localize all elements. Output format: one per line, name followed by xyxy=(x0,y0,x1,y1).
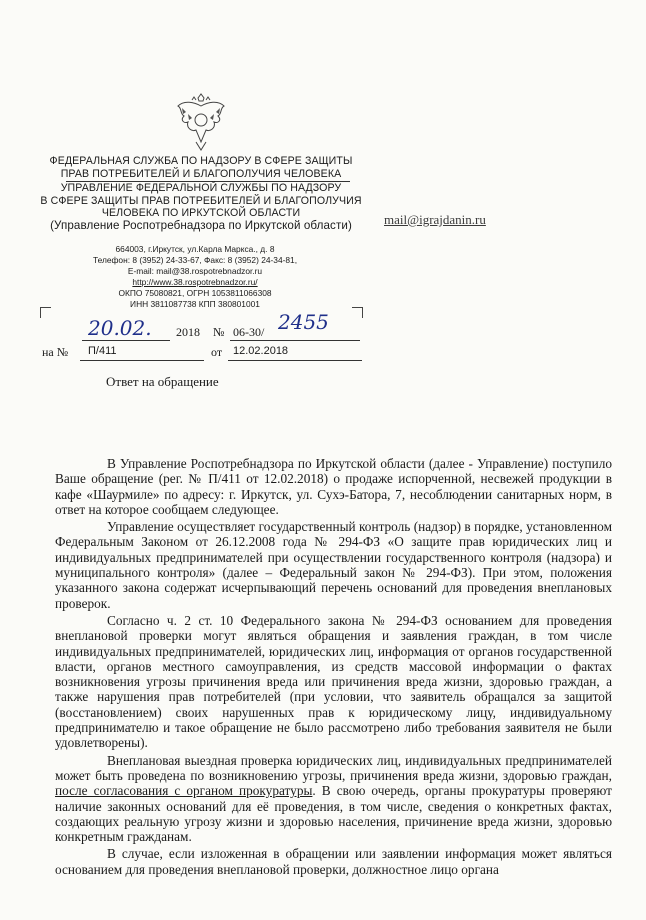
recipient-email: mail@igrajdanin.ru xyxy=(384,212,486,227)
handwritten-date: 20.02. xyxy=(88,316,152,340)
agency-line: ФЕДЕРАЛЬНАЯ СЛУЖБА ПО НАДЗОРУ В СФЕРЕ ЗАЩИТЫ xyxy=(49,155,353,167)
body-paragraph: Управление осуществляет государственный контроль (надзор) в порядке, установленном Федеральным Законом от 26.12.2008 года № 294-ФЗ «О защите прав юридических лиц и индивидуальных предпринимателей при осуществлении государственного контроля (надзора) и муниципального контроля» (далее – Федеральный закон № 294-ФЗ). При этом, положения указанного закона содержат исчерпывающий перечень оснований для проведения внеплановых проверок. xyxy=(55,519,612,611)
reference-date-underline xyxy=(228,360,362,361)
office-address-block xyxy=(80,244,310,310)
corner-mark-left xyxy=(40,307,51,318)
corner-mark-right xyxy=(352,307,363,318)
body-paragraph xyxy=(55,753,612,845)
paragraph-text: . В свою очередь, органы прокуратуры проверяют наличие законных оснований для её проведения, в том числе, сведения о конкретных фактах, создающих реальную угрозу жизни и здоровью населения, причинение вреда жизни, здоровью конкретным гражданам. xyxy=(55,783,612,845)
registration-number: 06-30/ xyxy=(233,325,265,339)
office-line: (Управление Роспотребнадзора по Иркутской области) xyxy=(50,218,352,232)
registration-year: 2018 xyxy=(176,325,200,339)
number-underline xyxy=(230,340,360,341)
reference-underline xyxy=(80,360,204,361)
body-paragraph: Согласно ч. 2 ст. 10 Федерального закона № 294-ФЗ основанием для проведения внеплановой проверки могут являться обращения и заявления граждан, в том числе индивидуальных предпринимателей, юридических лиц, информация от органов государственной власти, органов местного самоуправления, из средств массовой информации о фактах возникновения угрозы причинения вреда или причинения вреда жизни, здоровью граждан, а также нарушения прав потребителей (при условии, что заявитель обращался за защитой (восстановлением) своих нарушенных прав к юридическому лицу, индивидуальному предпринимателю и такое обращение не было рассмотрено либо требования заявителя не были удовлетворены). xyxy=(55,612,612,751)
number-label: № xyxy=(213,325,225,339)
date-underline xyxy=(82,340,170,341)
website-link: http://www.38.rospotrebnadzor.ru/ xyxy=(132,277,258,287)
reference-date: 12.02.2018 xyxy=(233,345,289,357)
office-line: В СФЕРЕ ЗАЩИТЫ ПРАВ ПОТРЕБИТЕЛЕЙ И БЛАГОПОЛУЧИЯ xyxy=(40,194,362,207)
body-paragraph: В случае, если изложенная в обращении или заявлении информация может являться основанием для проведения внеплановой проверки, должностное лицо органа xyxy=(55,846,612,877)
from-label: от xyxy=(211,345,223,359)
office-name xyxy=(40,182,362,232)
office-line: ЧЕЛОВЕКА ПО ИРКУТСКОЙ ОБЛАСТИ xyxy=(101,207,301,219)
state-emblem-icon xyxy=(170,92,232,154)
office-line: УПРАВЛЕНИЕ ФЕДЕРАЛЬНОЙ СЛУЖБЫ ПО НАДЗОРУ xyxy=(60,182,342,194)
underlined-phrase: после согласования с органом прокуратуры xyxy=(55,783,313,799)
okpo-line: ОКПО 75080821, ОГРН 1053811066308 xyxy=(118,288,272,298)
agency-name xyxy=(40,155,362,180)
inn-line: ИНН 3811087738 КПП 380801001 xyxy=(130,299,260,309)
email-line: E-mail: mail@38.rospotrebnadzor.ru xyxy=(127,266,263,276)
paragraph-text: Внеплановая выездная проверка юридических лиц, индивидуальных предпринимателей может быть проведена по возникновению угрозы, причинения вреда жизни, здоровью граждан, xyxy=(55,752,612,783)
body-paragraph: В Управление Роспотребнадзора по Иркутской области (далее - Управление) поступило Ваше обращение (рег. № П/411 от 12.02.2018) о продаже испорченной, несвежей продукции в кафе «Шаурмиле» по адресу: г. Иркутск, ул. Сухэ-Батора, 7, несоблюдении санитарных норм, в ответ на которое сообщаем следующее. xyxy=(55,456,612,517)
letter-subject: Ответ на обращение xyxy=(106,374,219,389)
letter-body xyxy=(55,456,612,879)
phone-line: Телефон: 8 (3952) 24-33-67, Факс: 8 (3952) 24-34-81, xyxy=(92,255,298,265)
agency-line: ПРАВ ПОТРЕБИТЕЛЕЙ И БЛАГОПОЛУЧИЯ ЧЕЛОВЕКА xyxy=(60,167,342,180)
address-line: 664003, г.Иркутск, ул.Карла Маркса., д. 8 xyxy=(115,244,275,254)
reference-label: на № xyxy=(42,345,69,359)
handwritten-number: 2455 xyxy=(278,310,329,334)
reference-number: П/411 xyxy=(88,345,117,357)
